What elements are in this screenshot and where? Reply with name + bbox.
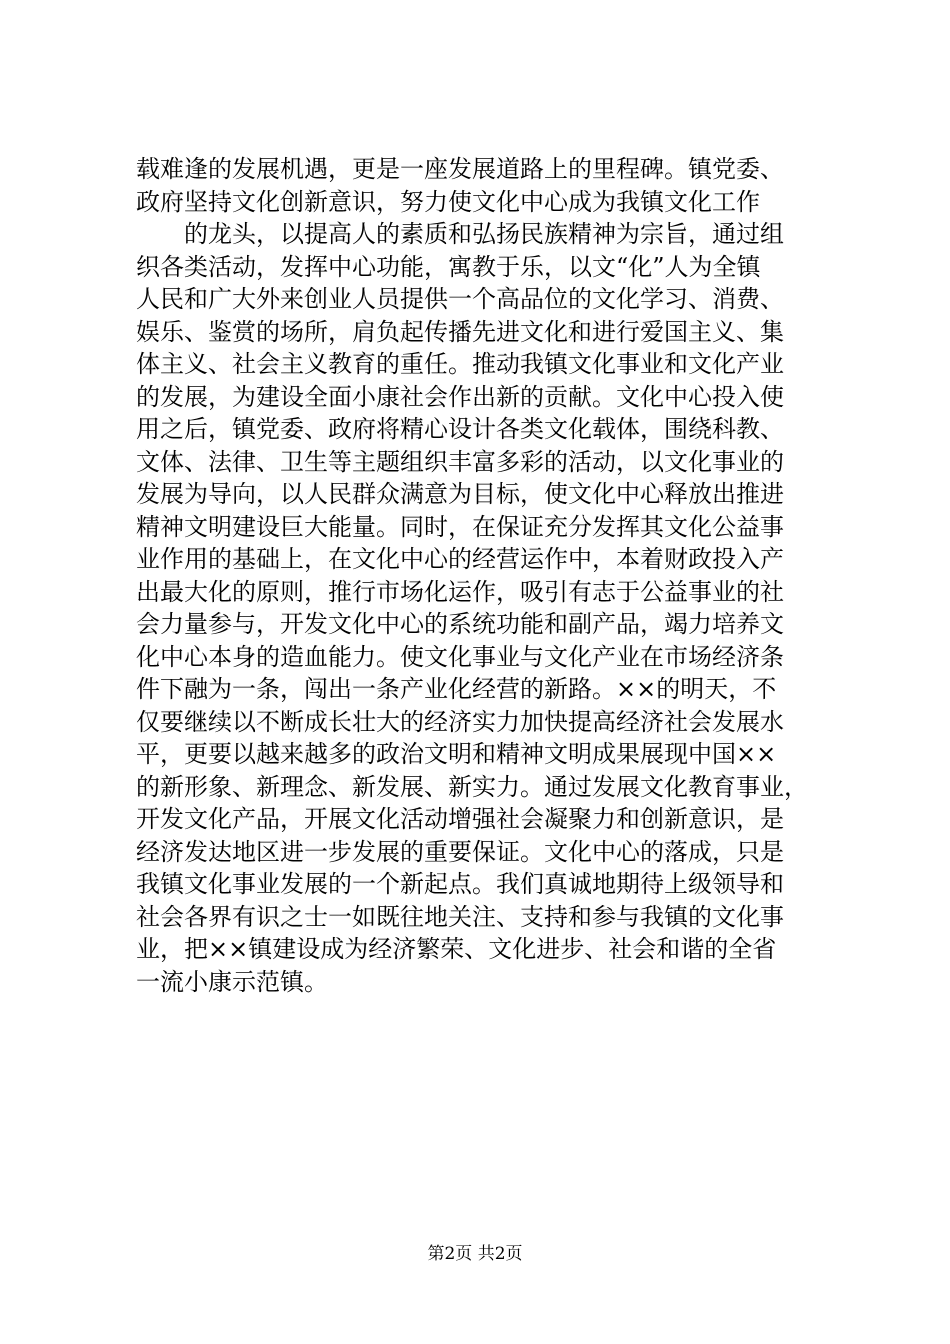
body-text-line: 平，更要以越来越多的政治文明和精神文明成果展现中国×× (136, 740, 777, 768)
document-body (136, 153, 816, 998)
body-text-line: 载难逢的发展机遇，更是一座发展道路上的里程碑。镇党委、 (136, 155, 784, 183)
body-text-line: 的发展，为建设全面小康社会作出新的贡献。文化中心投入使 (136, 382, 784, 411)
body-text-line: 人民和广大外来创业人员提供一个高品位的文化学习、消费、 (136, 285, 784, 313)
body-text-line: 经济发达地区进一步发展的重要保证。文化中心的落成，只是 (136, 837, 784, 866)
body-text-line: 的新形象、新理念、新发展、新实力。通过发展文化教育事业， (136, 772, 808, 801)
body-text-line: 娱乐、鉴赏的场所，肩负起传播先进文化和进行爱国主义、集 (136, 317, 784, 346)
body-text-line: 开发文化产品，开展文化活动增强社会凝聚力和创新意识，是 (136, 805, 784, 833)
body-text-line: 文体、法律、卫生等主题组织丰富多彩的活动，以文化事业的 (136, 447, 784, 476)
body-text-line: 仅要继续以不断成长壮大的经济实力加快提高经济社会发展水 (136, 707, 784, 736)
body-text-line: 社会各界有识之士一如既往地关注、支持和参与我镇的文化事 (136, 902, 784, 931)
body-text-line: 我镇文化事业发展的一个新起点。我们真诚地期待上级领导和 (136, 870, 784, 898)
body-text-line: 业作用的基础上，在文化中心的经营运作中，本着财政投入产 (136, 545, 784, 573)
body-text-line: 件下融为一条，闯出一条产业化经营的新路。××的明天，不 (136, 675, 777, 703)
body-text-line: 的龙头，以提高人的素质和弘扬民族精神为宗旨，通过组 (184, 220, 784, 248)
body-text-line: 业，把××镇建设成为经济繁荣、文化进步、社会和谐的全省 (136, 935, 777, 963)
body-text-line: 出最大化的原则，推行市场化运作，吸引有志于公益事业的社 (136, 577, 784, 606)
body-text-line: 体主义、社会主义教育的重任。推动我镇文化事业和文化产业 (136, 350, 784, 378)
page-number-footer: 第2页 共2页 (427, 1244, 523, 1264)
body-text-line: 发展为导向，以人民群众满意为目标，使文化中心释放出推进 (136, 480, 784, 508)
body-text-line: 用之后，镇党委、政府将精心设计各类文化载体，围绕科教、 (136, 415, 784, 443)
body-text-line: 政府坚持文化创新意识，努力使文化中心成为我镇文化工作 (136, 187, 760, 216)
body-text-line: 精神文明建设巨大能量。同时，在保证充分发挥其文化公益事 (136, 512, 784, 541)
body-text-line: 会力量参与，开发文化中心的系统功能和副产品，竭力培养文 (136, 610, 784, 638)
body-text-line: 织各类活动，发挥中心功能，寓教于乐，以文“化”人为全镇 (136, 252, 761, 281)
body-text-line: 一流小康示范镇。 (136, 967, 328, 996)
body-text-line: 化中心本身的造血能力。使文化事业与文化产业在市场经济条 (136, 642, 784, 671)
